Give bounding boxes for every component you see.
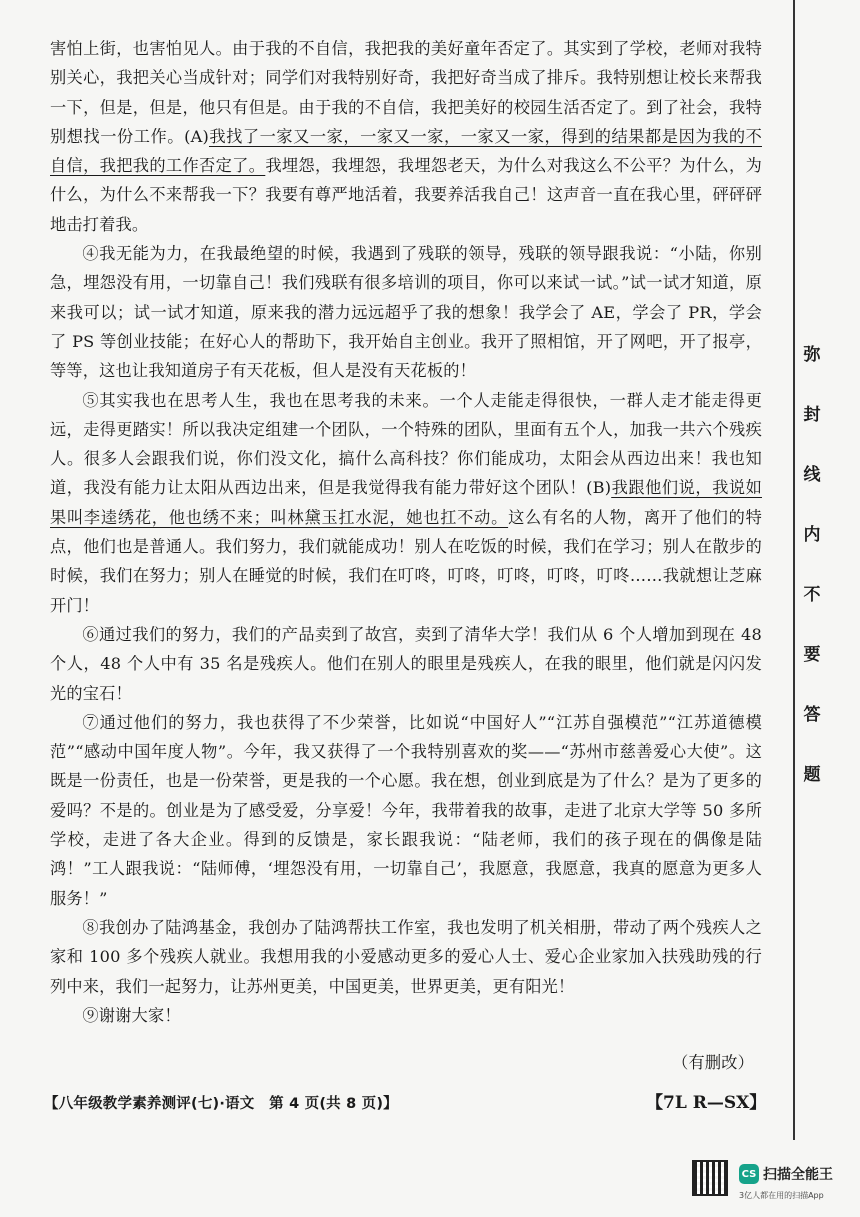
- exam-code: 【7L R—SX】: [646, 1093, 767, 1113]
- seal-char: 要: [803, 645, 821, 665]
- paragraph-4: ④我无能为力，在我最绝望的时候，我遇到了残联的领导，残联的领导跟我说：“小陆，你别急，埋怨没有用，一切靠自己！我们残联有很多培训的项目，你可以来试一试。”试一试才知道，原来我可以；试一试才知道，原来我的潜力远远超乎了我的想象！我学会了 AE，学会了 PR，学会了 PS 等创业技能；在好心人的帮助下，我开始自主创业。我开了照相馆，开了网吧，开了报亭，等等，这也让我知道房子有天花板，但人是没有天花板的！: [50, 244, 762, 381]
- seal-char: 弥: [803, 345, 821, 365]
- paragraph-6: ⑥通过我们的努力，我们的产品卖到了故宫，卖到了清华大学！我们从 6 个人增加到现在 48 个人，48 个人中有 35 名是残疾人。他们在别人的眼里是残疾人，在我的眼里，他们就是闪闪发光的宝石！: [50, 624, 762, 703]
- paragraph-text: 害怕上街，也害怕见人。由于我的不自信，我把我的美好童年否定了。其实到了学校，老师对我特别关心，我把关心当成针对；同学们对我特别好奇，我把好奇当成了排斥。我特别想让校长来帮我一下，但是，但是，他只有但是。由于我的不自信，我把美好的校园生活否定了。到了社会，我特别想找一份工作。: [50, 39, 762, 146]
- seal-char: 不: [803, 585, 821, 605]
- paragraph-8: ⑧我创办了陆鸿基金，我创办了陆鸿帮扶工作室，我也发明了机关相册，带动了两个残疾人之家和 100 多个残疾人就业。我想用我的小爱感动更多的爱心人士、爱心企业家加入扶残助残的行列中来，我们一起努力，让苏州更美，中国更美，世界更美，更有阳光！: [50, 917, 762, 996]
- paragraph-3-continued: [50, 34, 762, 239]
- scanner-app-name: 扫描全能王: [763, 1167, 833, 1183]
- page-footer-info: 【八年级教学素养测评(七)·语文 第 4 页(共 8 页)】: [44, 1096, 398, 1112]
- scanner-app-tagline: 3亿人都在用的扫描App: [739, 1191, 824, 1200]
- seal-char: 答: [803, 705, 821, 725]
- marker-b: (B): [586, 478, 612, 498]
- underlined-sentence-a: 我找了一家又一家，一家又一家，一家又一家，得到的结果都是因为我的不自信，我把我的工作否定了。: [50, 126, 762, 176]
- seal-char: 内: [803, 525, 821, 545]
- seal-divider-line: [793, 0, 795, 1140]
- camscanner-logo-icon: CS: [739, 1164, 759, 1184]
- underlined-sentence-b: 我跟他们说，我说如果叫李逵绣花，他也绣不来；叫林黛玉扛水泥，她也扛不动。: [50, 478, 762, 527]
- seal-char: 线: [803, 465, 821, 485]
- paragraph-7: ⑦通过他们的努力，我也获得了不少荣誉，比如说“中国好人”“江苏自强模范”“江苏道德模范”“感动中国年度人物”。今年，我又获得了一个我特别喜欢的奖——“苏州市慈善爱心大使”。这既是一份责任，也是一份荣誉，更是我的一个心愿。我在想，创业到底是为了什么？是为了更多的爱吗？不是的。创业是为了感受爱，分享爱！今年，我带着我的故事，走进了北京大学等 50 多所学校，走进了各大企业。得到的反馈是，家长跟我说：“陆老师，我们的孩子现在的偶像是陆鸿！”工人跟我说：“陆师傅，‘埋怨没有用，一切靠自己’，我愿意，我愿意，我真的愿意为更多人服务！”: [50, 712, 762, 908]
- qr-code-icon: [692, 1160, 728, 1196]
- article-body: [50, 34, 762, 1077]
- paragraph-text: ⑤其实我也在思考人生，我也在思考我的未来。一个人走能走得很快，一群人走才能走得更远，走得更踏实！所以我决定组建一个团队，一个特殊的团队，里面有五个人，加我一共六个残疾人。很多人会跟我们说，你们没文化，搞什么高科技？你们能成功，太阳会从西边出来！我也知道，我没有能力让太阳从西边出来，但是我觉得我有能力带好这个团队！: [50, 390, 762, 498]
- source-note: （有删改）: [672, 1053, 754, 1073]
- paragraph-text: 我埋怨，我埋怨，我埋怨老天，为什么对我这么不公平？为什么，为什么，为什么不来帮我一下？我要有尊严地活着，我要养活我自己！这声音一直在我心里，砰砰砰地击打着我。: [50, 156, 762, 234]
- paragraph-9: ⑨谢谢大家！: [82, 1005, 181, 1025]
- seal-char: 题: [803, 765, 821, 785]
- paragraph-text: 这么有名的人物，离开了他们的特点，他们也是普通人。我们努力，我们就能成功！别人在吃饭的时候，我们在学习；别人在散步的时候，我们在努力；别人在睡觉的时候，我们在叮咚，叮咚，叮咚，叮咚，叮咚……我就想让芝麻开门！: [50, 507, 763, 615]
- seal-line-notice: [797, 340, 827, 785]
- seal-char: 封: [803, 405, 821, 425]
- paragraph-5: [50, 386, 762, 620]
- marker-a: (A): [184, 126, 209, 146]
